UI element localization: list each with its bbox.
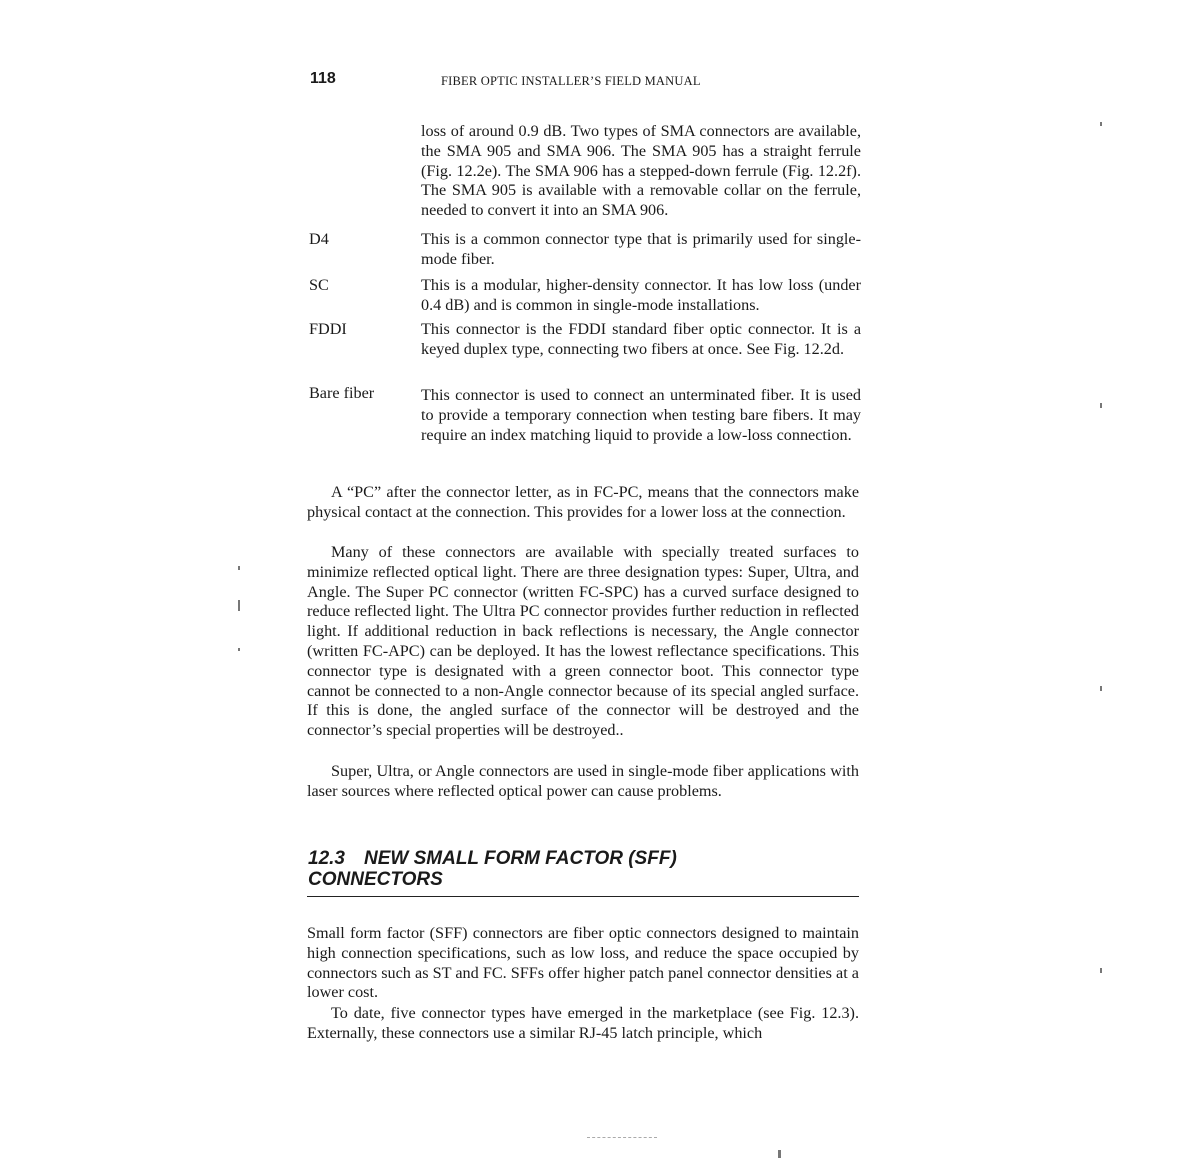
definition-term: FDDI (309, 320, 347, 338)
scan-speck (238, 648, 240, 651)
body-paragraph: Many of these connectors are available with specially treated surfaces to minimize reflected optical light. There are three designation types: Super, Ultra, and Angle. The Super PC connector (written FC-SPC) has a curved surface designed to reduce reflected light. The Ultra PC connector provides further reduction in reflected light. If additional reduction in back reflections is necessary, the Angle connector (written FC-APC) can be deployed. It has the lowest reflectance specifications. This connector type is designated with a green connector boot. This connector type cannot be connected to a non-Angle connector because of its special angled surface. If this is done, the angled surface of the connector will be destroyed and the connector’s special properties will be destroyed.. (307, 543, 859, 740)
definition-term: SC (309, 276, 329, 294)
scan-speck (238, 566, 240, 570)
scan-speck (1100, 122, 1102, 126)
scan-speck (238, 600, 240, 611)
body-paragraph: Super, Ultra, or Angle connectors are used in single-mode fiber applications with laser sources where reflected optical power can cause problems. (307, 762, 859, 800)
section-title-line2: CONNECTORS (308, 869, 443, 890)
definition-text: This connector is used to connect an unterminated fiber. It is used to provide a temporary connection when testing bare fibers. It may require an index matching liquid to provide a low-loss connection. (421, 386, 861, 444)
section-number: 12.3 (308, 848, 345, 869)
definition-term: D4 (309, 230, 329, 248)
sma-continuation-text: loss of around 0.9 dB. Two types of SMA connectors are available, the SMA 905 and SMA 906. The SMA 905 has a straight ferrule (Fig. 12.2e). The SMA 906 has a stepped-down ferrule (Fig. 12.2f). The SMA 905 is available with a removable collar on the ferrule, needed to convert it into an SMA 906. (421, 122, 861, 220)
definition-term: Bare fiber (309, 384, 375, 402)
definition-text: This is a modular, higher-density connector. It has low loss (under 0.4 dB) and is common in single-mode installations. (421, 276, 861, 314)
page-number: 118 (310, 70, 336, 87)
running-head: FIBER OPTIC INSTALLER’S FIELD MANUAL (441, 74, 701, 88)
section-rule (307, 896, 859, 897)
scan-artifact-line (587, 1137, 657, 1138)
scan-speck (1100, 968, 1102, 973)
scan-speck (1100, 403, 1102, 408)
section-paragraph: Small form factor (SFF) connectors are fiber optic connectors designed to maintain high connection specifications, such as low loss, and reduce the space occupied by connectors such as ST and FC. SFFs offer higher patch panel connector densities at a lower cost. (307, 924, 859, 1002)
section-title-line1: NEW SMALL FORM FACTOR (SFF) (364, 848, 677, 869)
scan-speck (778, 1150, 781, 1158)
body-paragraph: A “PC” after the connector letter, as in FC-PC, means that the connectors make physical contact at the connection. This provides for a lower loss at the connection. (307, 483, 859, 521)
scan-speck (1100, 686, 1102, 691)
definition-text: This is a common connector type that is primarily used for single-mode fiber. (421, 230, 861, 268)
page-header (308, 70, 868, 92)
section-heading (308, 848, 858, 890)
section-paragraph: To date, five connector types have emerged in the marketplace (see Fig. 12.3). Externally, these connectors use a similar RJ-45 latch principle, which (307, 1004, 859, 1042)
definition-text: This connector is the FDDI standard fiber optic connector. It is a keyed duplex type, connecting two fibers at once. See Fig. 12.2d. (421, 320, 861, 358)
